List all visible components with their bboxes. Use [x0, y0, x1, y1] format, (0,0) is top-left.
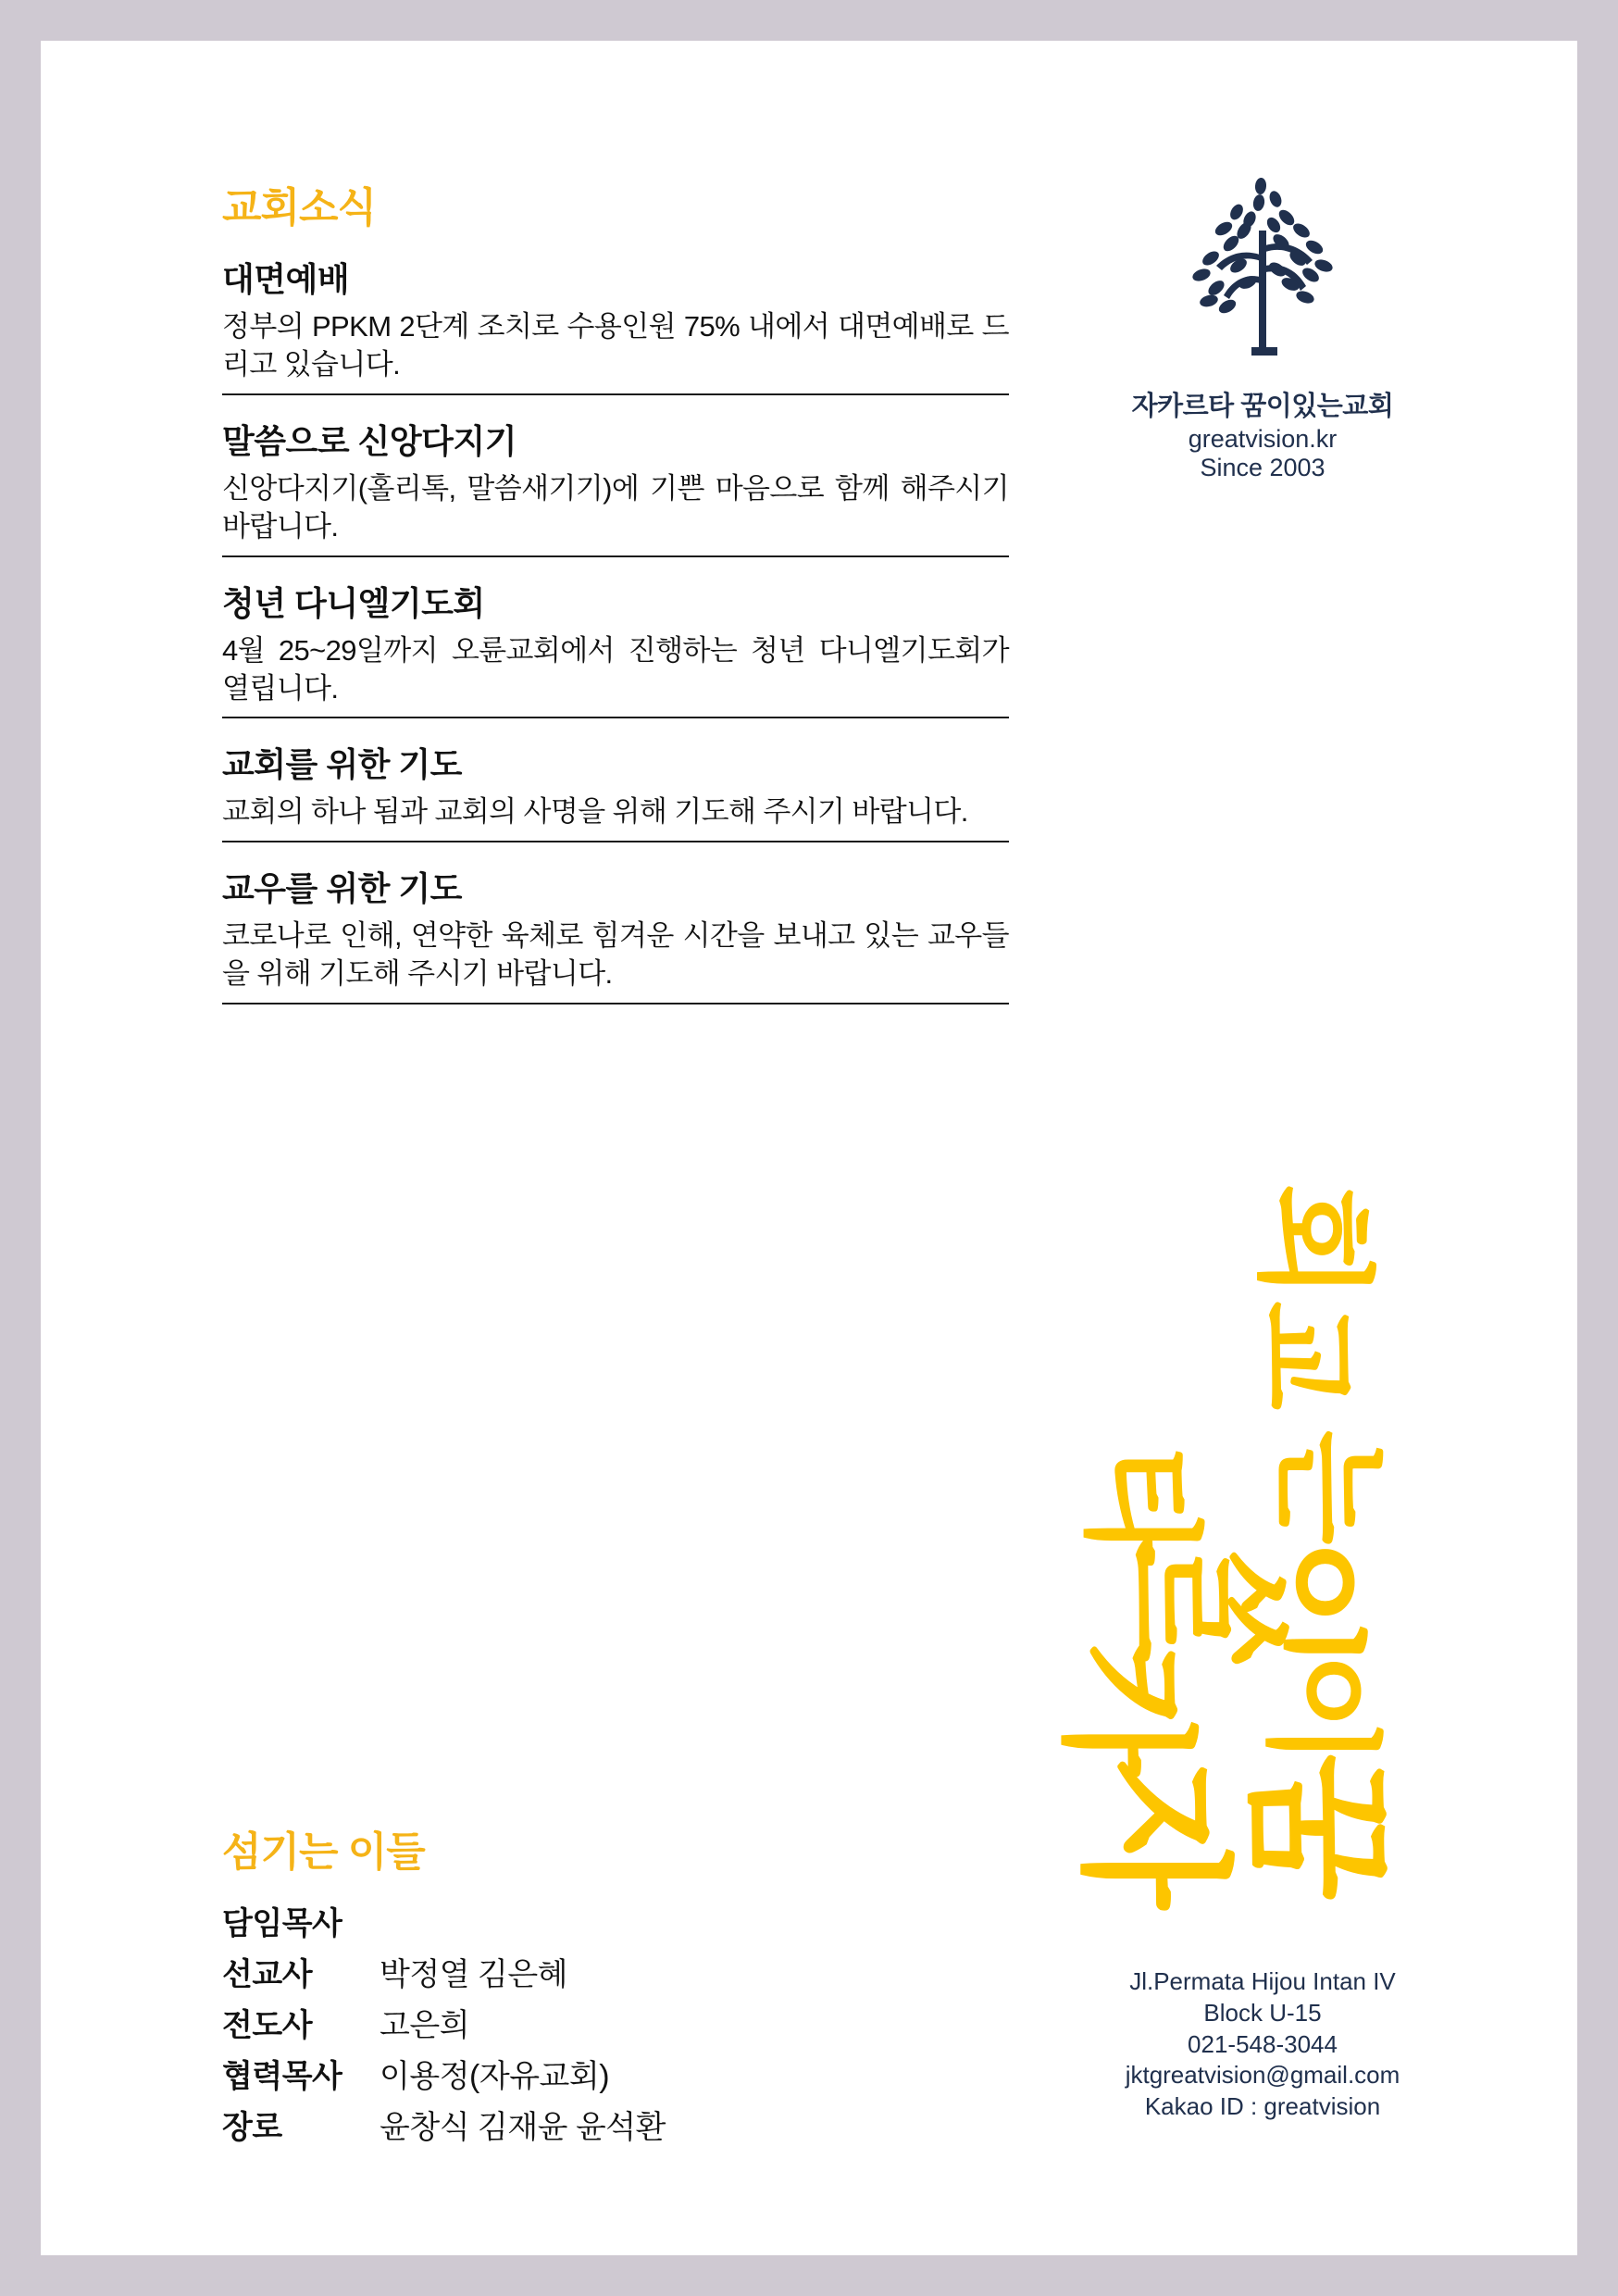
- news-item-body: 신앙다지기(홀리톡, 말씀새기기)에 기쁜 마음으로 함께 해주시기 바랍니다.: [222, 471, 1009, 543]
- news-item-body: 코로나로 인해, 연약한 육체로 힘겨운 시간을 보내고 있는 교우들을 위해 기도해 주시기 바랍니다.: [222, 919, 1009, 991]
- address-line: Block U-15: [1203, 1998, 1322, 2027]
- staff-role: 담임목사: [222, 1906, 342, 1941]
- tree-icon: [1068, 161, 1457, 374]
- big-title-char: 이: [1254, 1652, 1388, 1767]
- big-title-char: 르: [1105, 1538, 1249, 1663]
- big-title-char: 있: [1214, 1537, 1373, 1674]
- address-block: [1040, 1966, 1485, 2123]
- church-logo-block: [1068, 161, 1457, 482]
- staff-names: 박정열 김은혜: [380, 1957, 568, 1992]
- big-title-char: 카: [1048, 1641, 1204, 1776]
- staff-role: 선교사: [222, 1957, 313, 1992]
- big-vertical-title: [1048, 1161, 1420, 1994]
- staff-row: [222, 1898, 889, 1943]
- news-item-body: 정부의 PPKM 2단계 조치로 수용인원 75% 내에서 대면예배로 드리고 있습니다.: [222, 310, 1009, 381]
- staff-row: [222, 1949, 889, 1994]
- news-item-heading: 청년 다니엘기도회: [222, 583, 485, 622]
- church-news-title: 교회소식: [222, 185, 377, 231]
- church-since: Since 2003: [1200, 454, 1326, 481]
- news-item-heading: 말씀으로 신앙다지기: [222, 421, 517, 460]
- staff-row: [222, 2051, 889, 2096]
- staff-section-title: 섬기는 이들: [222, 1829, 425, 1875]
- news-item: [222, 739, 1009, 842]
- phone-number: 021-548-3044: [1188, 2029, 1338, 2058]
- big-title-char: 교: [1240, 1301, 1367, 1410]
- news-item: [222, 578, 1009, 719]
- email-address: jktgreatvision@gmail.com: [1125, 2061, 1400, 2090]
- staff-names: 이용정(자유교회): [380, 2059, 610, 2094]
- big-title-char: 회: [1246, 1183, 1382, 1301]
- staff-names: 윤창식 김재윤 윤석환: [380, 2110, 666, 2145]
- news-item: [222, 416, 1009, 557]
- page-canvas: [41, 41, 1577, 2255]
- address-line: Jl.Permata Hijou Intan IV: [1129, 1967, 1396, 1995]
- church-news-section: [222, 174, 1009, 1004]
- news-item-heading: 교우를 위한 기도: [222, 869, 462, 908]
- church-name: 자카르타 꿈이있는교회: [1131, 392, 1394, 421]
- staff-names: 고은희: [380, 2008, 470, 2043]
- news-item-heading: 대면예배: [222, 260, 350, 298]
- big-title-char: 타: [1072, 1446, 1209, 1565]
- big-title-char: 자: [1066, 1758, 1241, 1910]
- big-title-char: 꿈: [1231, 1753, 1401, 1901]
- news-item: [222, 863, 1009, 1004]
- news-item-heading: 교회를 위한 기도: [222, 745, 462, 784]
- news-item-body: 4월 25~29일까지 오륜교회에서 진행하는 청년 다니엘기도회가 열립니다.: [222, 633, 1009, 705]
- staff-row: [222, 2000, 889, 2045]
- church-website: greatvision.kr: [1188, 425, 1338, 453]
- kakao-id: Kakao ID : greatvision: [1144, 2092, 1381, 2121]
- news-item: [222, 254, 1009, 395]
- big-title-char: 는: [1262, 1429, 1395, 1545]
- staff-section: [222, 1818, 889, 2152]
- news-item-body: 교회의 하나 됨과 교회의 사명을 위해 기도해 주시기 바랍니다.: [222, 795, 968, 829]
- staff-row: [222, 2102, 889, 2147]
- staff-role: 협력목사: [222, 2059, 342, 2094]
- staff-role: 장로: [222, 2110, 282, 2145]
- staff-role: 전도사: [222, 2008, 313, 2043]
